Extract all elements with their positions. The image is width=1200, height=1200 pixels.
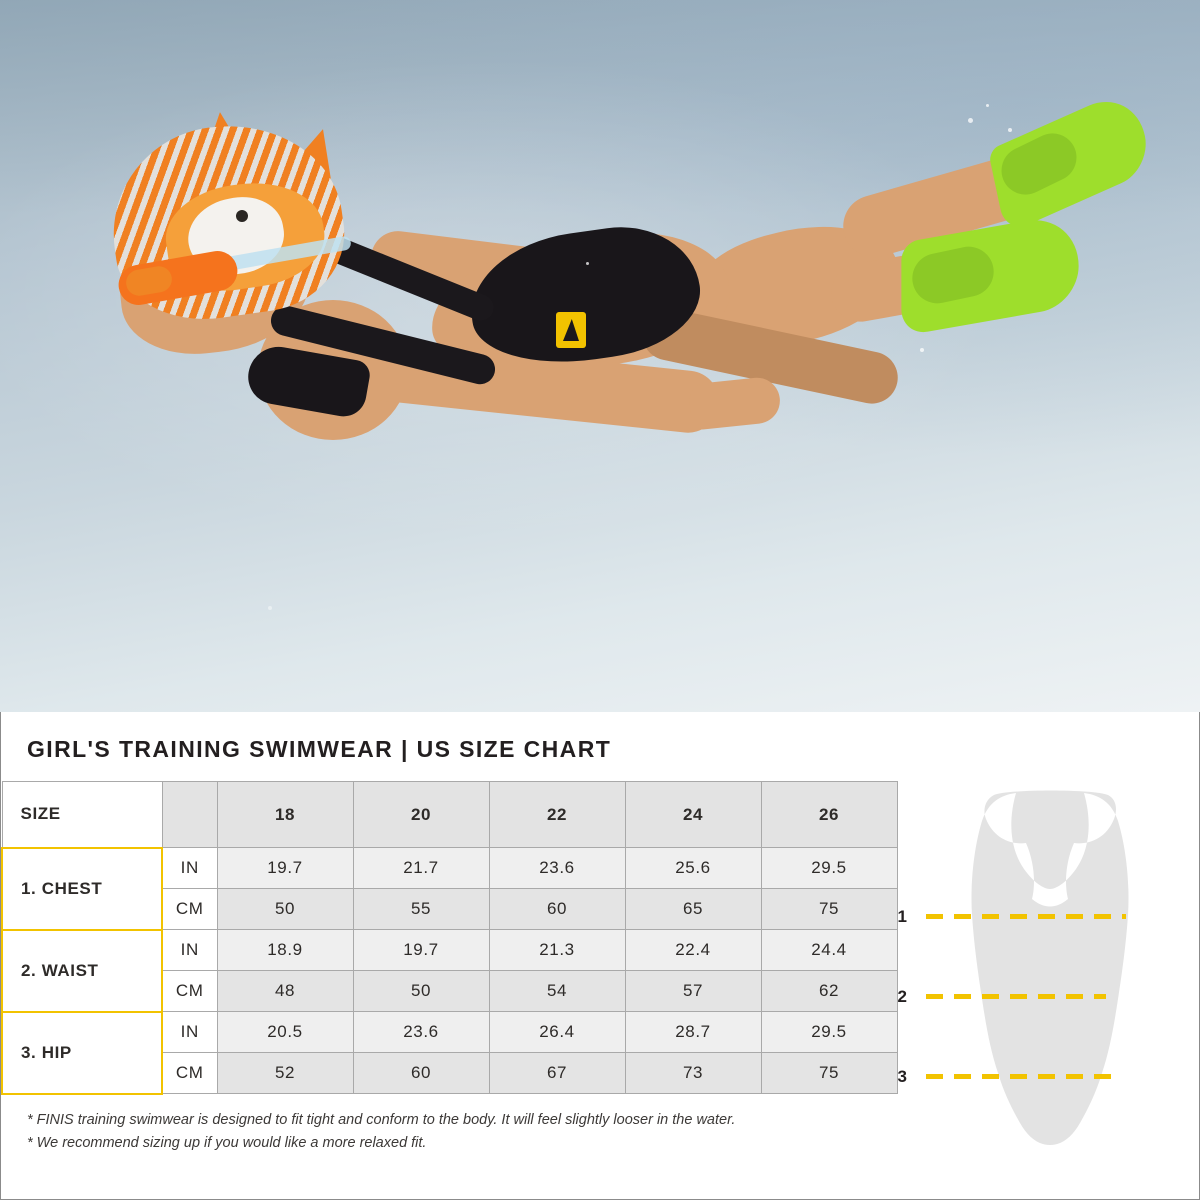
measurement-line-chest [926, 914, 1126, 919]
cell-hip-in-22: 26.4 [489, 1012, 625, 1053]
cell-hip-in-26: 29.5 [761, 1012, 897, 1053]
cell-waist-in-18: 18.9 [217, 930, 353, 971]
cell-chest-cm-22: 60 [489, 889, 625, 930]
column-header-size-22: 22 [489, 782, 625, 848]
swimmer-hand [688, 375, 782, 430]
cell-chest-in-26: 29.5 [761, 848, 897, 889]
cell-chest-in-22: 23.6 [489, 848, 625, 889]
measurement-line-hip [926, 1074, 1122, 1079]
cell-hip-cm-20: 60 [353, 1053, 489, 1094]
cell-waist-cm-18: 48 [217, 971, 353, 1012]
cell-hip-cm-22: 67 [489, 1053, 625, 1094]
table-row [2, 1012, 897, 1053]
footnote-sizing: * We recommend sizing up if you would like a more relaxed fit. [27, 1134, 427, 1151]
row-label-chest: 1. CHEST [2, 848, 162, 930]
bubble [968, 118, 973, 123]
column-header-size-20: 20 [353, 782, 489, 848]
unit-cm-hip: CM [162, 1053, 217, 1094]
cell-chest-cm-26: 75 [761, 889, 897, 930]
cell-chest-in-24: 25.6 [625, 848, 761, 889]
cell-waist-in-24: 22.4 [625, 930, 761, 971]
row-label-hip: 3. HIP [2, 1012, 162, 1094]
size-chart-panel [0, 712, 1200, 1200]
cell-chest-cm-18: 50 [217, 889, 353, 930]
bubble [268, 606, 272, 610]
table-row [2, 930, 897, 971]
page-title-sub: US SIZE CHART [416, 736, 612, 762]
row-label-waist: 2. WAIST [2, 930, 162, 1012]
cell-waist-cm-24: 57 [625, 971, 761, 1012]
chart-area [1, 781, 1199, 1095]
unit-cm-waist: CM [162, 971, 217, 1012]
table-row [2, 848, 897, 889]
cell-waist-cm-26: 62 [761, 971, 897, 1012]
size-table [1, 781, 898, 1095]
cell-hip-cm-26: 75 [761, 1053, 897, 1094]
column-header-size-18: 18 [217, 782, 353, 848]
cell-hip-cm-24: 73 [625, 1053, 761, 1094]
page-title-separator: | [400, 736, 409, 762]
cell-waist-cm-20: 50 [353, 971, 489, 1012]
bubble [986, 104, 989, 107]
measurement-marker-1: 1 [897, 907, 907, 926]
bubble [586, 262, 589, 265]
unit-in-chest: IN [162, 848, 217, 889]
swimsuit-diagram-icon [916, 787, 1186, 1157]
bubble [1008, 128, 1012, 132]
animal-mask-eye [236, 210, 248, 222]
cell-waist-in-22: 21.3 [489, 930, 625, 971]
cell-chest-cm-24: 65 [625, 889, 761, 930]
cell-chest-in-18: 19.7 [217, 848, 353, 889]
column-header-size-26: 26 [761, 782, 897, 848]
unit-in-waist: IN [162, 930, 217, 971]
cell-hip-cm-18: 52 [217, 1053, 353, 1094]
measurement-marker-2: 2 [897, 987, 907, 1006]
column-header-size: SIZE [2, 782, 162, 848]
cell-waist-cm-22: 54 [489, 971, 625, 1012]
bubble [920, 348, 924, 352]
unit-cm-chest: CM [162, 889, 217, 930]
cell-waist-in-26: 24.4 [761, 930, 897, 971]
measurement-figure-area [898, 781, 1200, 1095]
measurement-line-waist [926, 994, 1106, 999]
cell-hip-in-24: 28.7 [625, 1012, 761, 1053]
cell-chest-in-20: 21.7 [353, 848, 489, 889]
cell-chest-cm-20: 55 [353, 889, 489, 930]
cell-hip-in-20: 23.6 [353, 1012, 489, 1053]
footnote-fit: * FINIS training swimwear is designed to fit tight and conform to the body. It will feel slightly looser in the water. [27, 1111, 736, 1128]
measurement-marker-3: 3 [897, 1067, 907, 1086]
page-title [1, 712, 1199, 781]
page-title-main: GIRL'S TRAINING SWIMWEAR [27, 736, 394, 762]
table-header-row [2, 782, 897, 848]
cell-hip-in-18: 20.5 [217, 1012, 353, 1053]
column-header-size-24: 24 [625, 782, 761, 848]
finis-logo-icon [556, 312, 586, 348]
unit-in-hip: IN [162, 1012, 217, 1053]
cell-waist-in-20: 19.7 [353, 930, 489, 971]
column-header-unit [162, 782, 217, 848]
